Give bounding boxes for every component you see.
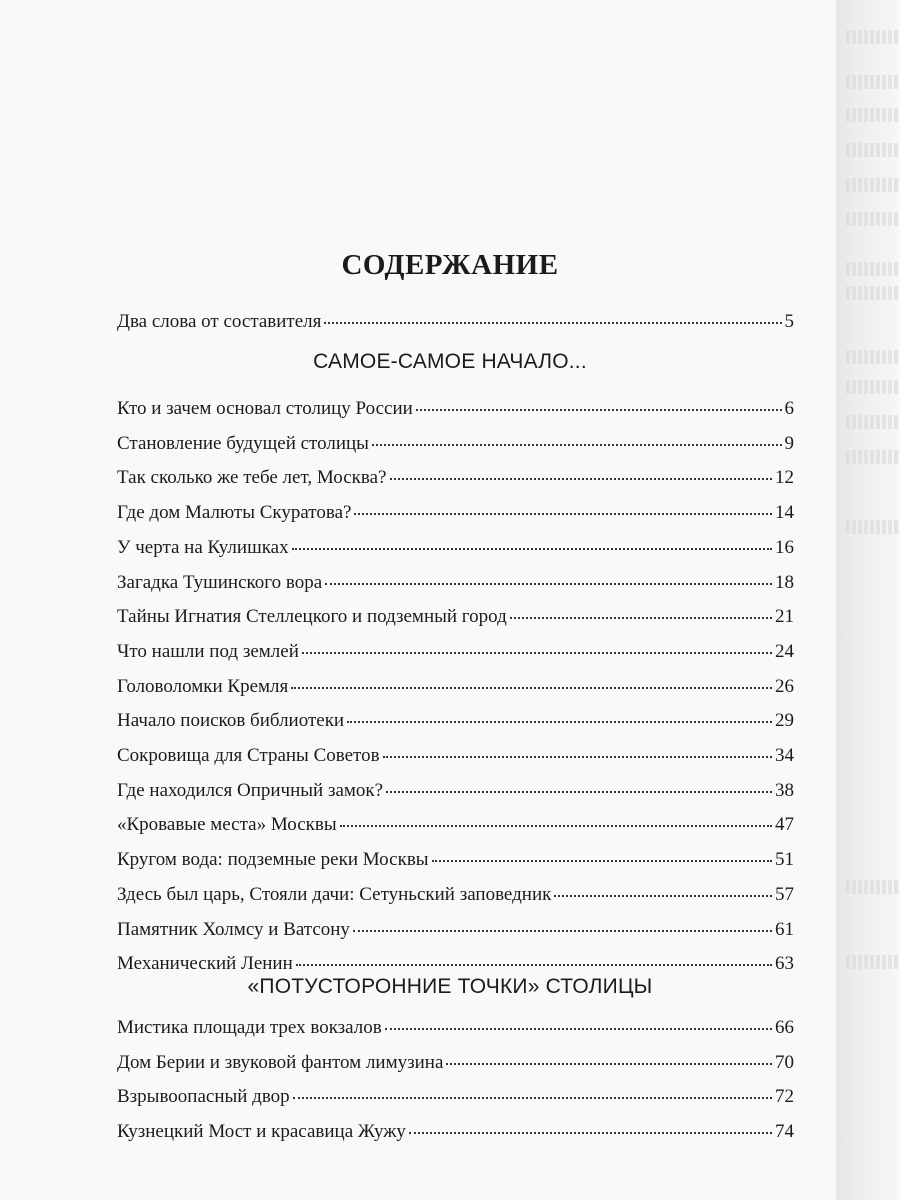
toc-entry-title: Что нашли под землей: [117, 641, 299, 662]
toc-entry[interactable]: [117, 1049, 794, 1077]
toc-entry-title: Механический Ленин: [117, 953, 293, 974]
toc-entry-intro[interactable]: [117, 308, 794, 336]
bleed-through-mark: [846, 380, 900, 394]
toc-entry[interactable]: [117, 777, 794, 805]
dot-leader: [510, 615, 772, 619]
toc-entry-page-number: 61: [775, 919, 794, 940]
dot-leader: [292, 546, 772, 550]
section-heading: САМОЕ-САМОЕ НАЧАЛО...: [313, 350, 587, 373]
toc-entry-title: Кругом вода: подземные реки Москвы: [117, 849, 429, 870]
bleed-through-mark: [846, 880, 900, 894]
toc-entry-title: Головоломки Кремля: [117, 676, 289, 697]
toc-entry-page-number: 12: [775, 467, 794, 488]
page-edge-shadow: [836, 0, 900, 1200]
toc-entry-page-number: 34: [775, 745, 794, 766]
toc-entry-page-number: 47: [775, 814, 794, 835]
toc-entry[interactable]: [117, 1118, 794, 1146]
toc-entry-page-number: 9: [784, 433, 794, 454]
dot-leader: [324, 320, 781, 324]
toc-entry-title: Так сколько же тебе лет, Москва?: [117, 467, 387, 488]
bleed-through-mark: [846, 520, 900, 534]
toc-entry[interactable]: [117, 916, 794, 944]
toc-entry-page-number: 72: [775, 1086, 794, 1107]
dot-leader: [372, 442, 782, 446]
toc-entry-page-number: 63: [775, 953, 794, 974]
toc-entry-title: Начало поисков библиотеки: [117, 710, 345, 731]
dot-leader: [291, 685, 772, 689]
toc-entry[interactable]: [117, 673, 794, 701]
toc-entry-title: Где находился Опричный замок?: [117, 780, 384, 801]
toc-entry-title: Здесь был царь, Стояли дачи: Сетуньский заповедник: [117, 884, 552, 905]
toc-entry-title: Где дом Малюты Скуратова?: [117, 502, 352, 523]
toc-entry-title: Тайны Игнатия Стеллецкого и подземный город: [117, 606, 507, 627]
dot-leader: [353, 928, 772, 932]
bleed-through-mark: [846, 75, 900, 89]
toc-entry-title: Кто и зачем основал столицу России: [117, 398, 413, 419]
toc-entry[interactable]: [117, 569, 794, 597]
bleed-through-mark: [846, 212, 900, 226]
toc-entry-page-number: 24: [775, 641, 794, 662]
toc-entry[interactable]: [117, 742, 794, 770]
toc-entry-page-number: 57: [775, 884, 794, 905]
toc-entry-title: Загадка Тушинского вора: [117, 572, 323, 593]
toc-entry[interactable]: [117, 950, 794, 978]
toc-entry-title: Становление будущей столицы: [117, 433, 369, 454]
toc-entry[interactable]: [117, 1014, 794, 1042]
toc-entry-page-number: 18: [775, 572, 794, 593]
toc-entry-title: Сокровища для Страны Советов: [117, 745, 380, 766]
toc-entry-page-number: 14: [775, 502, 794, 523]
bleed-through-mark: [846, 30, 900, 44]
toc-entry-page-number: 16: [775, 537, 794, 558]
dot-leader: [554, 893, 772, 897]
dot-leader: [385, 1026, 772, 1030]
bleed-through-mark: [846, 415, 900, 429]
toc-entry[interactable]: [117, 534, 794, 562]
toc-entry-page-number: 70: [775, 1052, 794, 1073]
toc-entry-title: «Кровавые места» Москвы: [117, 814, 337, 835]
toc-entry-page-number: 21: [775, 606, 794, 627]
toc-entry-page-number: 29: [775, 710, 794, 731]
toc-entry-page-number: 51: [775, 849, 794, 870]
bleed-through-mark: [846, 955, 900, 969]
dot-leader: [383, 754, 772, 758]
dot-leader: [432, 858, 772, 862]
toc-entry[interactable]: [117, 499, 794, 527]
bleed-through-mark: [846, 108, 900, 122]
bleed-through-mark: [846, 178, 900, 192]
toc-entry-title: Кузнецкий Мост и красавица Жужу: [117, 1121, 406, 1142]
toc-entry[interactable]: [117, 707, 794, 735]
toc-entry-title: У черта на Кулишках: [117, 537, 289, 558]
bleed-through-mark: [846, 286, 900, 300]
toc-entry[interactable]: [117, 811, 794, 839]
toc-entry-page-number: 6: [784, 398, 794, 419]
toc-entry-page-number: 26: [775, 676, 794, 697]
dot-leader: [390, 476, 773, 480]
toc-entry-title: Памятник Холмсу и Ватсону: [117, 919, 350, 940]
toc-entry[interactable]: [117, 430, 794, 458]
toc-entry[interactable]: [117, 846, 794, 874]
contents-title: СОДЕРЖАНИЕ: [341, 249, 559, 281]
dot-leader: [325, 581, 772, 585]
toc-entry-title: Мистика площади трех вокзалов: [117, 1017, 382, 1038]
section-heading: «ПОТУСТОРОННИЕ ТОЧКИ» СТОЛИЦЫ: [247, 975, 653, 998]
dot-leader: [296, 962, 772, 966]
dot-leader: [354, 511, 772, 515]
toc-entry-page-number: 38: [775, 780, 794, 801]
toc-entry-page-number: 74: [775, 1121, 794, 1142]
dot-leader: [293, 1095, 772, 1099]
toc-entry[interactable]: [117, 464, 794, 492]
toc-entry-title: Дом Берии и звуковой фантом лимузина: [117, 1052, 444, 1073]
bleed-through-mark: [846, 143, 900, 157]
dot-leader: [347, 719, 772, 723]
dot-leader: [446, 1061, 772, 1065]
toc-entry[interactable]: [117, 395, 794, 423]
toc-entry[interactable]: [117, 881, 794, 909]
bleed-through-mark: [846, 450, 900, 464]
dot-leader: [302, 650, 772, 654]
toc-entry[interactable]: [117, 1083, 794, 1111]
toc-entry-page-number: 5: [784, 311, 794, 332]
dot-leader: [340, 823, 772, 827]
dot-leader: [409, 1130, 772, 1134]
toc-entry-title: Два слова от составителя: [117, 311, 322, 332]
dot-leader: [386, 789, 772, 793]
toc-entry-title: Взрывоопасный двор: [117, 1086, 290, 1107]
toc-entry[interactable]: [117, 638, 794, 666]
toc-entry-page-number: 66: [775, 1017, 794, 1038]
toc-entry[interactable]: [117, 603, 794, 631]
dot-leader: [416, 407, 782, 411]
